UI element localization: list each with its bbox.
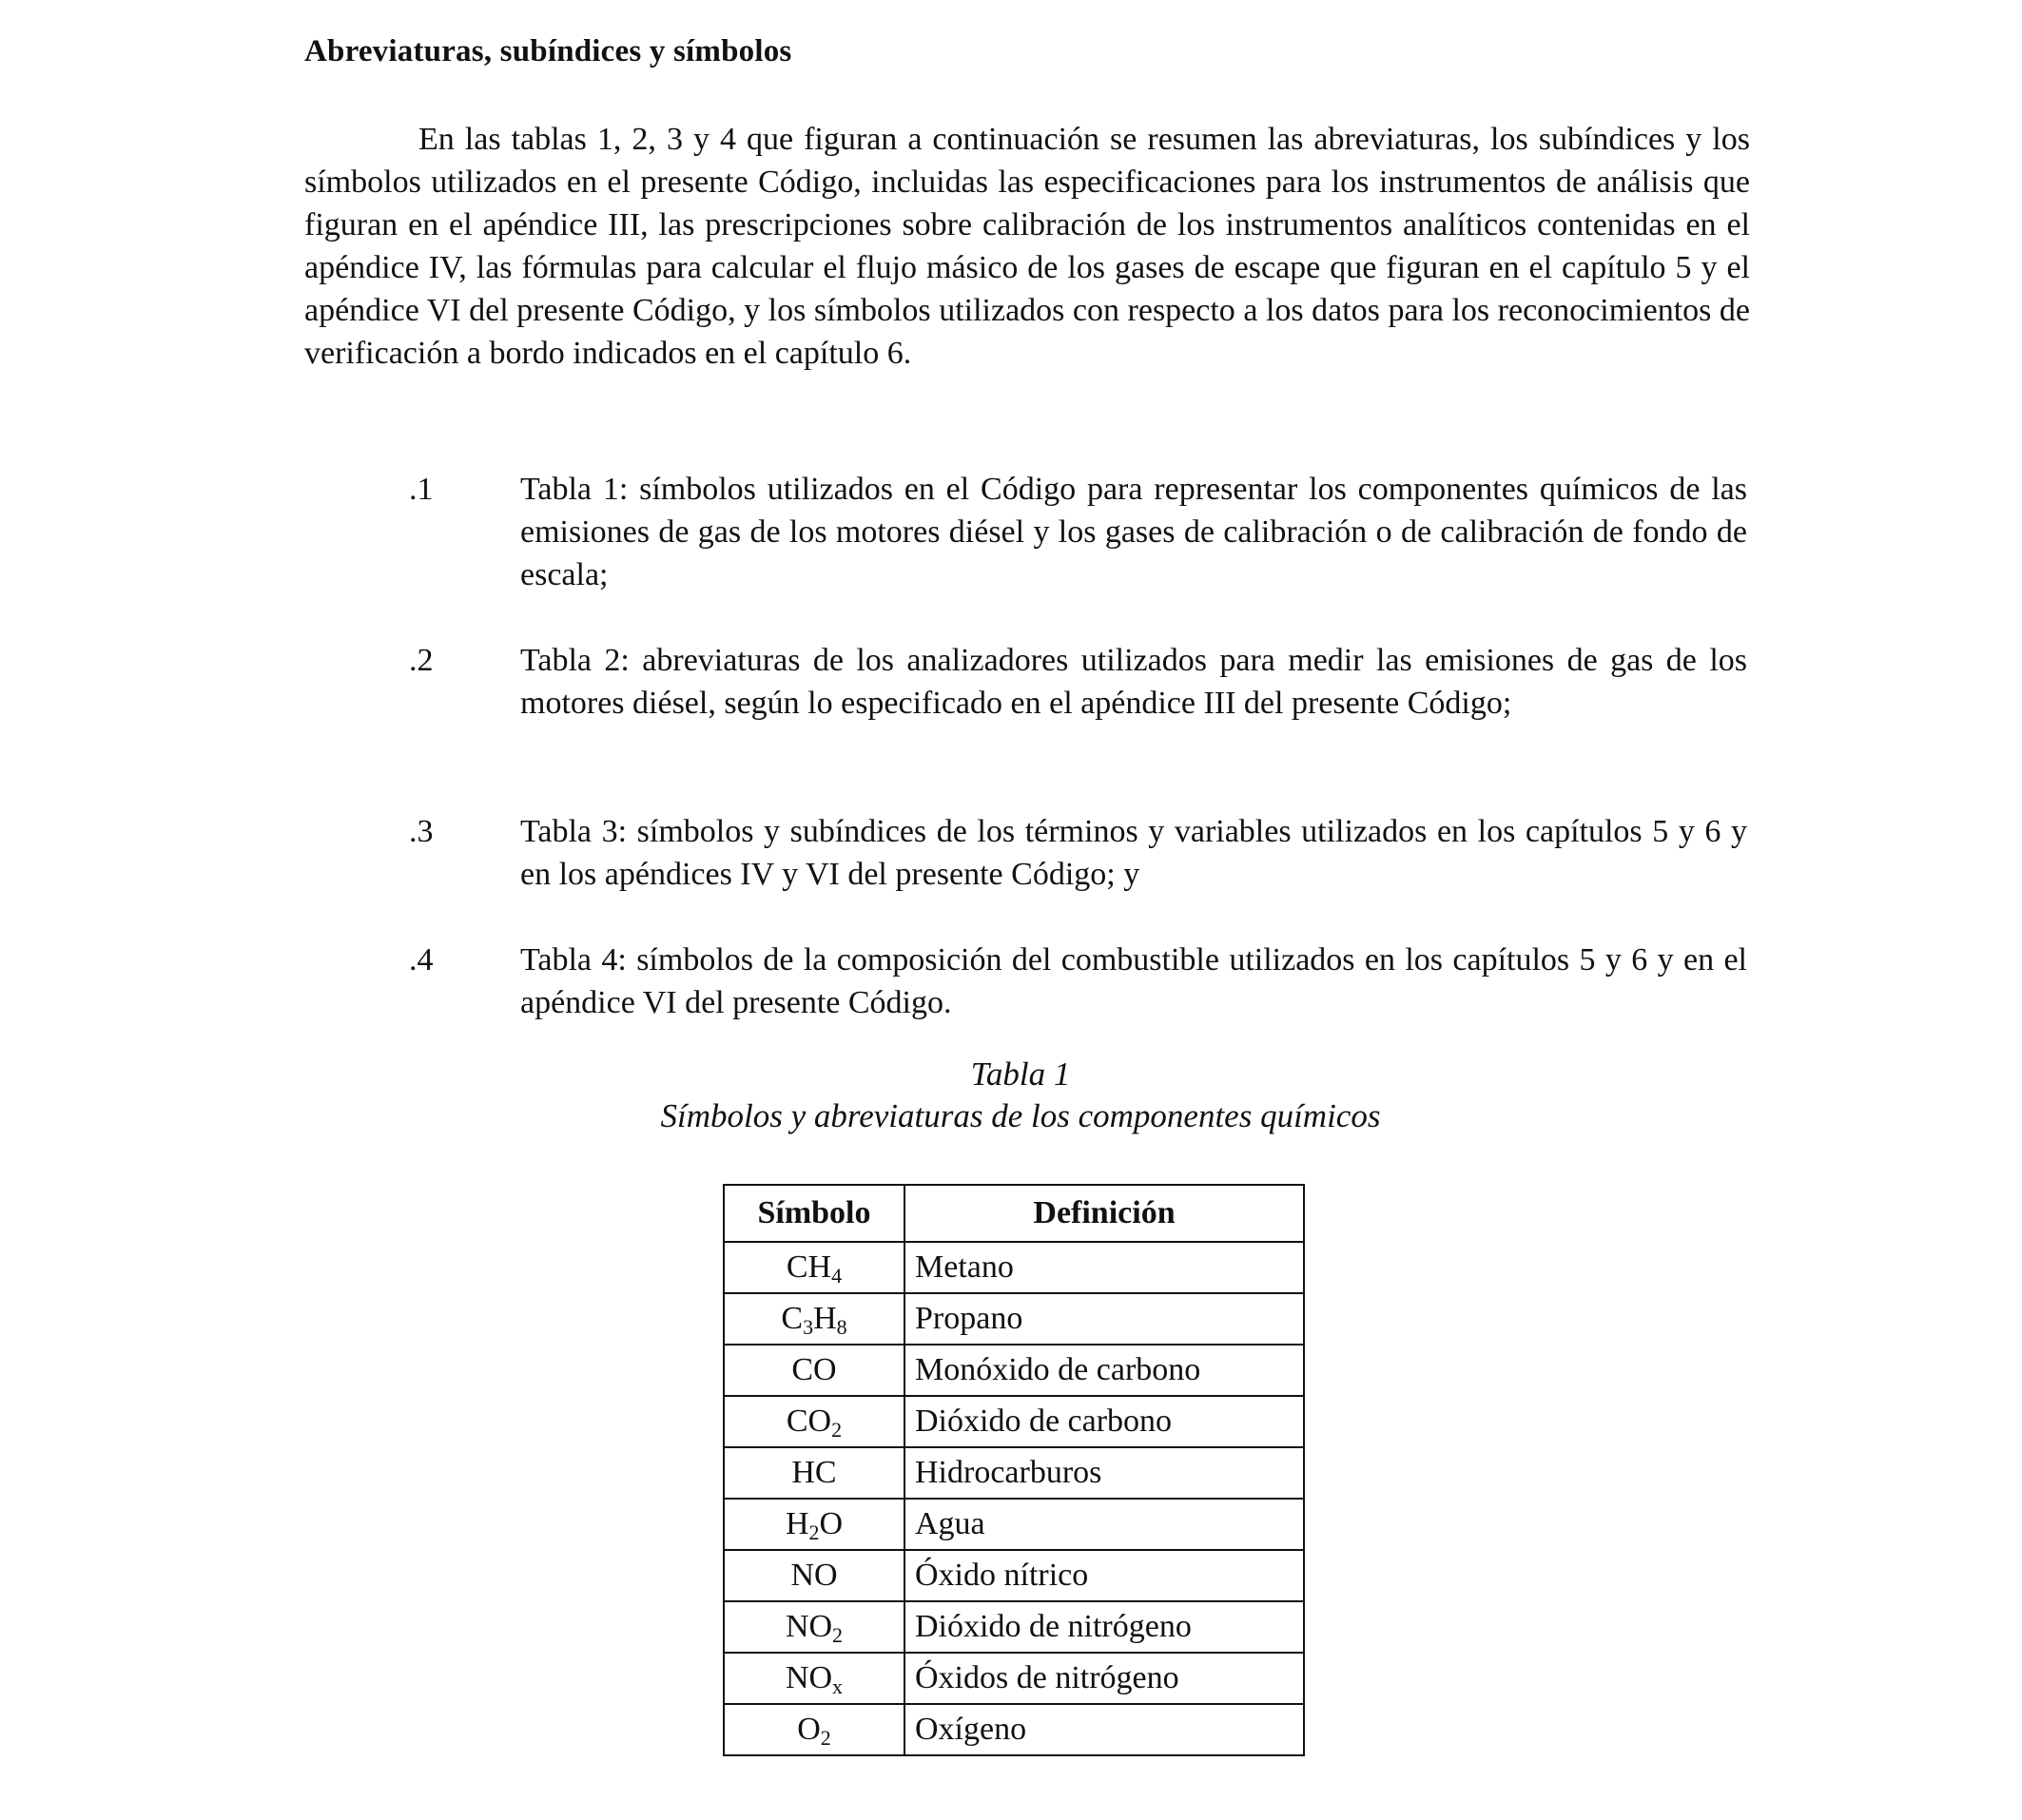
symbol-subscript: x xyxy=(832,1675,844,1698)
table-row xyxy=(724,1601,1304,1653)
symbol-cell xyxy=(724,1704,904,1755)
table-row xyxy=(724,1499,1304,1550)
symbol-text: C xyxy=(781,1301,804,1336)
definition-cell: Agua xyxy=(904,1499,1304,1550)
definition-cell: Hidrocarburos xyxy=(904,1447,1304,1499)
symbol-text: NO xyxy=(785,1660,833,1695)
list-item-number: .3 xyxy=(409,814,434,849)
symbol-text: HC xyxy=(791,1455,837,1490)
definition-cell: Dióxido de carbono xyxy=(904,1396,1304,1447)
definition-cell: Metano xyxy=(904,1242,1304,1293)
definition-cell: Óxido nítrico xyxy=(904,1550,1304,1601)
symbol-subscript: 2 xyxy=(808,1520,820,1544)
symbol-cell xyxy=(724,1601,904,1653)
symbol-cell xyxy=(724,1396,904,1447)
table-header-row xyxy=(724,1185,1304,1242)
definition-cell: Propano xyxy=(904,1293,1304,1345)
symbol-subscript: 3 xyxy=(803,1315,814,1339)
symbol-cell xyxy=(724,1447,904,1499)
table-title: Tabla 1 xyxy=(970,1055,1071,1093)
symbol-subscript: 2 xyxy=(820,1726,831,1750)
table-row xyxy=(724,1447,1304,1499)
symbols-table xyxy=(723,1184,1305,1756)
symbol-cell xyxy=(724,1653,904,1704)
list-item-text: Tabla 3: símbolos y subíndices de los términos y variables utilizados en los capítulos 5 y 6 y en los apéndices IV y VI del presente Código; y xyxy=(520,814,1747,892)
definition-cell: Monóxido de carbono xyxy=(904,1345,1304,1396)
section-heading: Abreviaturas, subíndices y símbolos xyxy=(304,34,792,68)
list-item-text: Tabla 2: abreviaturas de los analizadores utilizados para medir las emisiones de gas de los motores diésel, según lo especificado en el apéndice III del presente Código; xyxy=(520,643,1747,721)
symbol-cell xyxy=(724,1345,904,1396)
symbol-text: CO xyxy=(791,1352,837,1387)
symbol-cell xyxy=(724,1550,904,1601)
table-subtitle: Símbolos y abreviaturas de los componentes químicos xyxy=(660,1097,1381,1134)
table-row xyxy=(724,1293,1304,1345)
intro-paragraph: En las tablas 1, 2, 3 y 4 que figuran a continuación se resumen las abreviaturas, los subíndices y los símbolos utilizados en el presente Código, incluidas las especificaciones para los instrumentos de análisis que figuran en el apéndice III, las prescripciones sobre calibración de los instrumentos analíticos contenidas en el apéndice IV, las fórmulas para calcular el flujo másico de los gases de escape que figuran en el capítulo 5 y el apéndice VI del presente Código, y los símbolos utilizados con respecto a los datos para los reconocimientos de verificación a bordo indicados en el capítulo 6. xyxy=(304,122,1750,371)
symbol-subscript: 8 xyxy=(836,1315,847,1339)
header-definition: Definición xyxy=(904,1185,1304,1242)
symbol-cell xyxy=(724,1242,904,1293)
symbol-text: NO xyxy=(790,1558,838,1593)
list-item-number: .2 xyxy=(409,643,434,678)
table-row xyxy=(724,1550,1304,1601)
symbol-text: NO xyxy=(785,1609,833,1644)
symbol-text: O xyxy=(797,1712,821,1747)
table-row xyxy=(724,1242,1304,1293)
symbol-text: CH xyxy=(786,1249,832,1285)
list-item-text: Tabla 4: símbolos de la composición del combustible utilizados en los capítulos 5 y 6 y en el apéndice VI del presente Código. xyxy=(520,942,1747,1020)
table-row xyxy=(724,1345,1304,1396)
table-row xyxy=(724,1653,1304,1704)
list-item-text: Tabla 1: símbolos utilizados en el Código para representar los componentes químicos de las emisiones de gas de los motores diésel y los gases de calibración o de calibración de fondo de escala; xyxy=(520,472,1747,592)
symbol-subscript: 4 xyxy=(831,1264,843,1288)
symbol-subscript: 2 xyxy=(832,1623,844,1647)
symbol-cell xyxy=(724,1293,904,1345)
definition-cell: Oxígeno xyxy=(904,1704,1304,1755)
symbol-text: O xyxy=(819,1506,844,1541)
table-body xyxy=(724,1242,1304,1755)
header-symbol: Símbolo xyxy=(724,1185,904,1242)
symbol-text: H xyxy=(813,1301,837,1336)
symbol-cell xyxy=(724,1499,904,1550)
table-row xyxy=(724,1396,1304,1447)
definition-cell: Dióxido de nitrógeno xyxy=(904,1601,1304,1653)
list-item-number: .4 xyxy=(409,942,434,978)
symbol-text: H xyxy=(785,1506,809,1541)
symbol-text: CO xyxy=(786,1404,832,1439)
symbol-subscript: 2 xyxy=(831,1418,843,1442)
definition-cell: Óxidos de nitrógeno xyxy=(904,1653,1304,1704)
list-item-number: .1 xyxy=(409,472,434,507)
table-row xyxy=(724,1704,1304,1755)
